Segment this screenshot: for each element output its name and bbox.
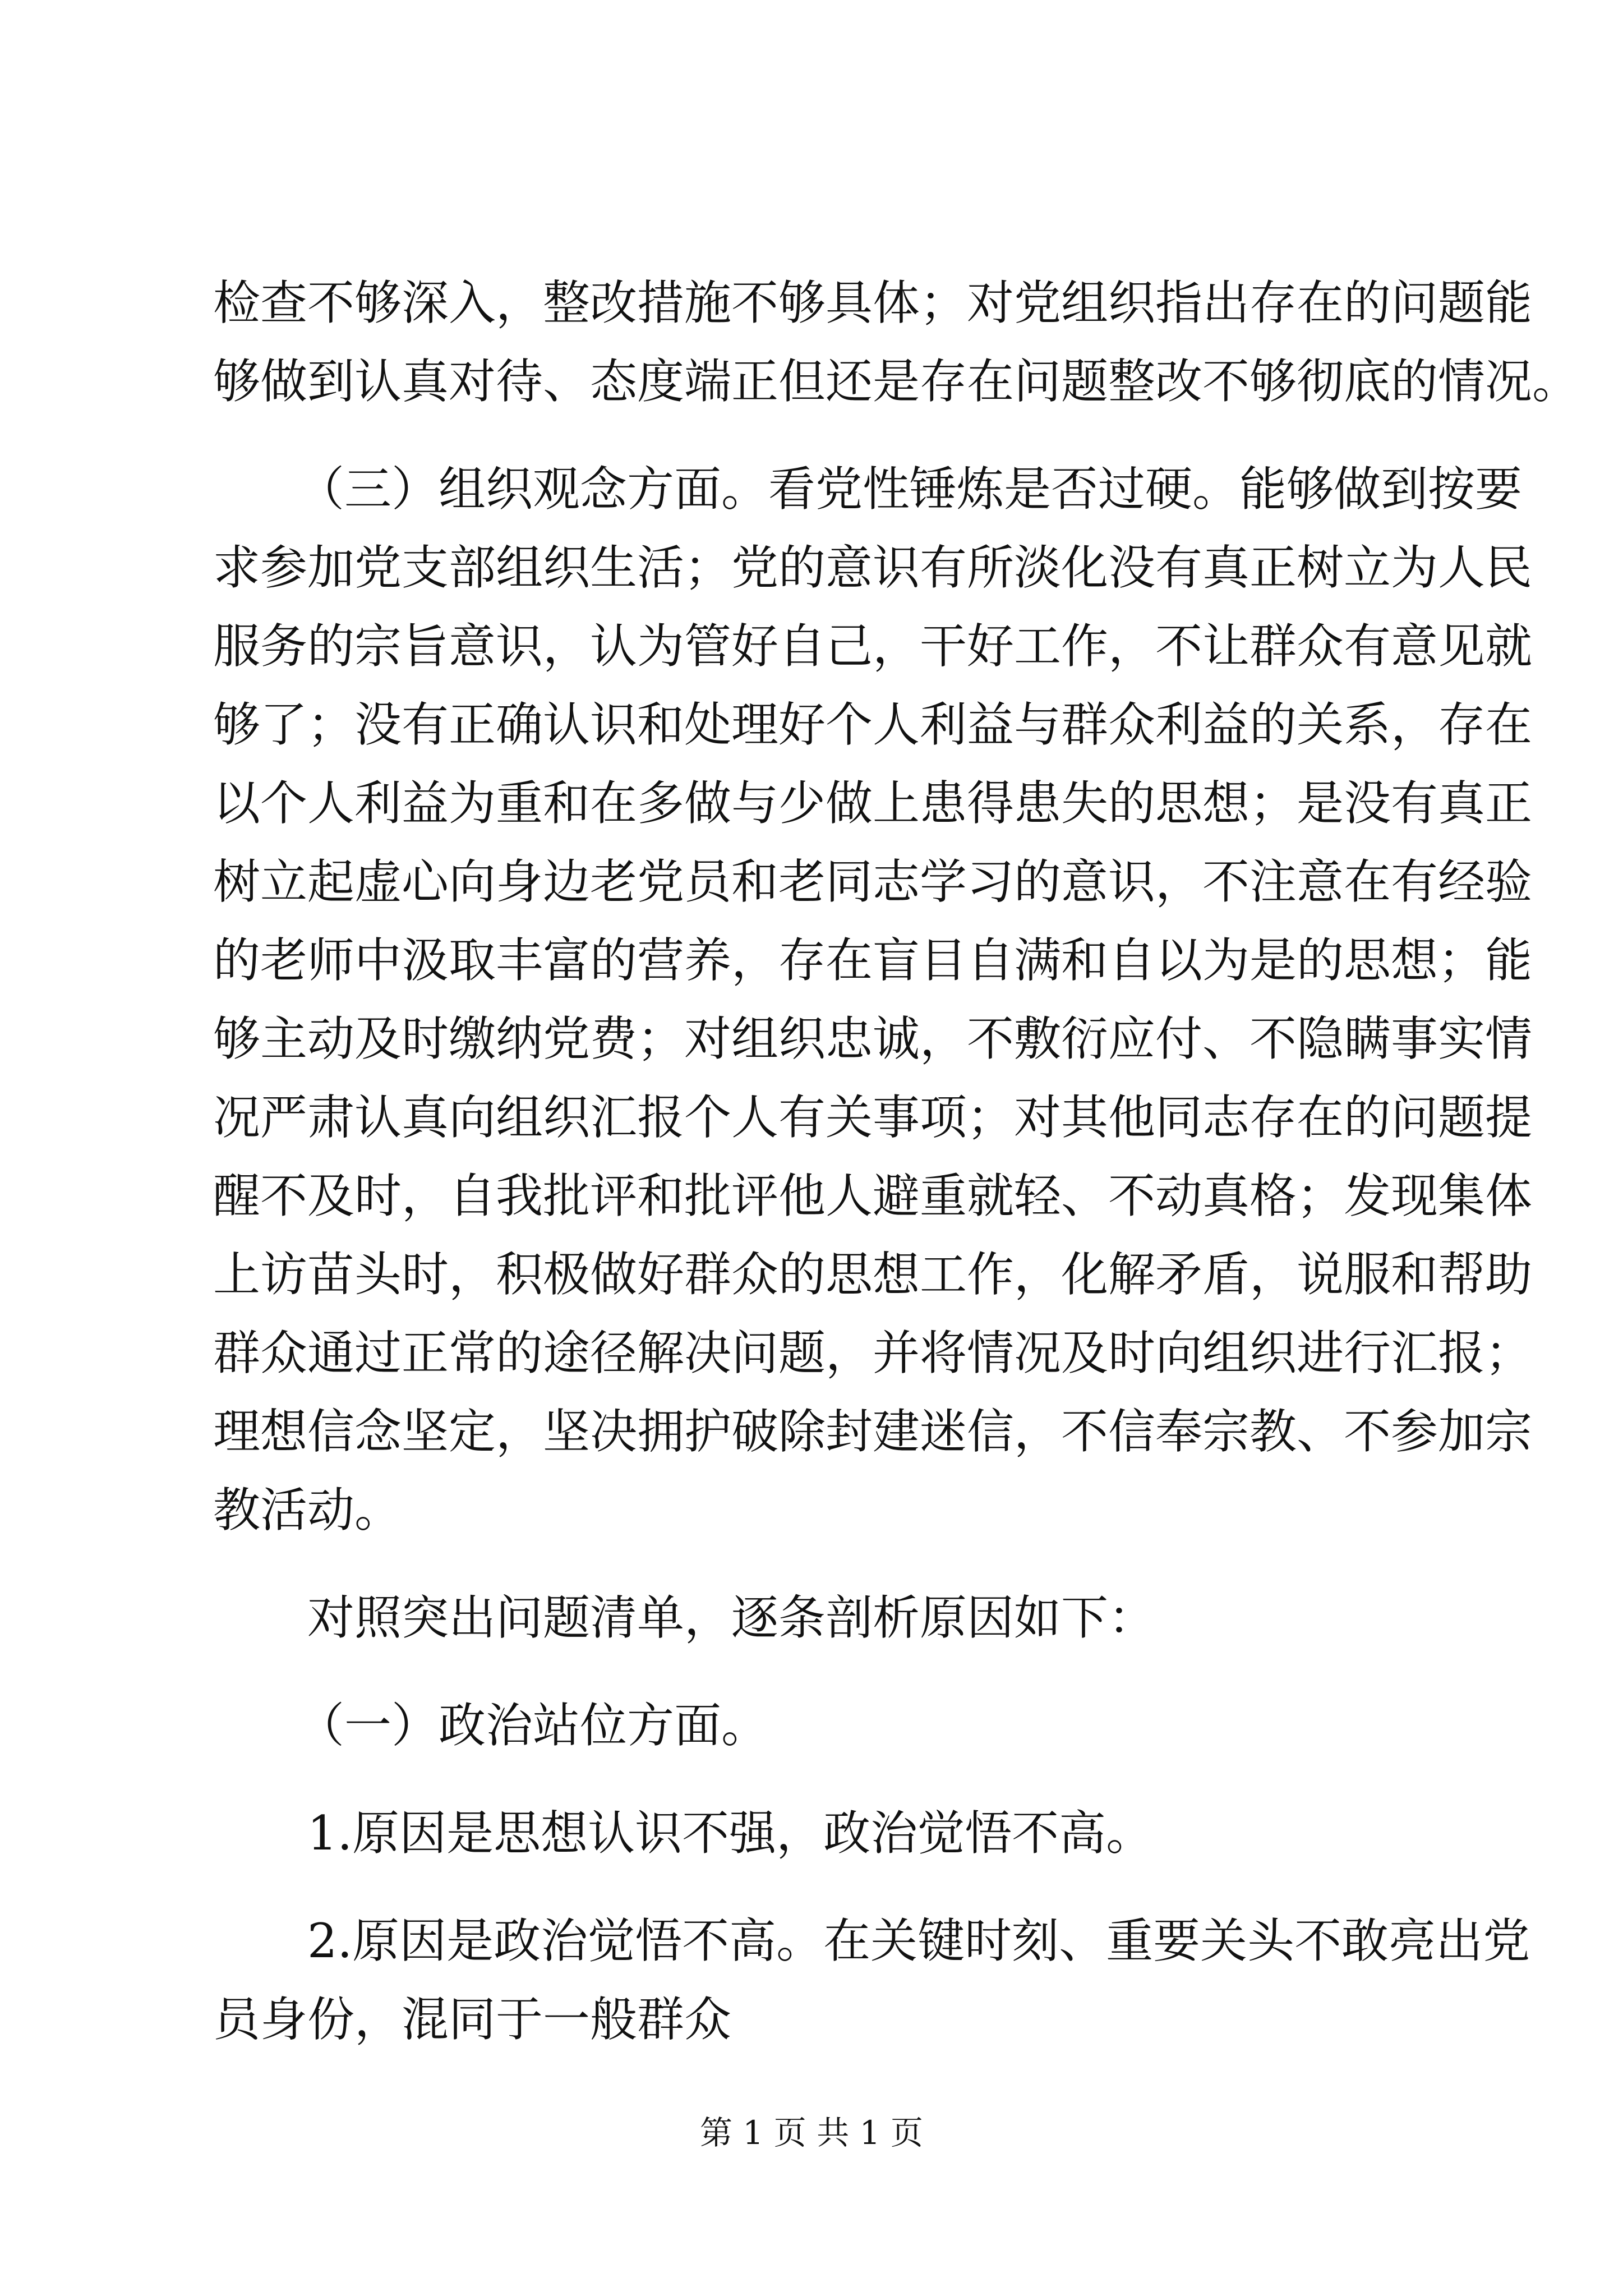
text-line: 上访苗头时，积极做好群众的思想工作，化解矛盾，说服和帮助 [213,1247,1533,1302]
text-line: 够了；没有正确认识和处理好个人利益与群众利益的关系，存在 [213,697,1533,752]
text-line: 以个人利益为重和在多做与少做上患得患失的思想；是没有真正 [213,776,1533,831]
text-line: 够做到认真对待、态度端正但还是存在问题整改不够彻底的情况。 [213,354,1580,409]
section-heading: （一）政治站位方面。 [297,1698,769,1753]
document-body [213,264,1580,2059]
text-line: 服务的宗旨意识，认为管好自己，干好工作，不让群众有意见就 [213,619,1533,674]
text-line: 教活动。 [213,1483,402,1538]
text-line: 醒不及时，自我批评和批评他人避重就轻、不动真格；发现集体 [213,1168,1533,1223]
text-line: 况严肃认真向组织汇报个人有关事项；对其他同志存在的问题提 [213,1090,1533,1145]
text-line: 员身份，混同于一般群众 [213,1992,732,2047]
text-line: 理想信念坚定，坚决拥护破除封建迷信，不信奉宗教、不参加宗 [213,1404,1533,1459]
page-footer: 第 1 页 共 1 页 [700,2114,923,2152]
text-line: 群众通过正常的途径解决问题，并将情况及时向组织进行汇报； [213,1326,1533,1381]
text-line: 够主动及时缴纳党费；对组织忠诚，不敷衍应付、不隐瞒事实情 [213,1011,1533,1066]
text-line: 求参加党支部组织生活；党的意识有所淡化没有真正树立为人民 [213,540,1533,595]
text-line: 的老师中汲取丰富的营养，存在盲目自满和自以为是的思想；能 [213,933,1533,988]
numbered-item: 1.原因是思想认识不强，政治觉悟不高。 [307,1806,1154,1861]
numbered-item: 2.原因是政治觉悟不高。在关键时刻、重要关头不敢亮出党 [307,1913,1530,1968]
paragraph-start-line: 对照突出问题清单，逐条剖析原因如下： [307,1590,1156,1645]
text-line: 树立起虚心向身边老党员和老同志学习的意识，不注意在有经验 [213,854,1533,909]
text-line: 检查不够深入，整改措施不够具体；对党组织指出存在的问题能 [213,275,1533,330]
paragraph-start-line: （三）组织观念方面。看党性锤炼是否过硬。能够做到按要 [297,462,1523,517]
